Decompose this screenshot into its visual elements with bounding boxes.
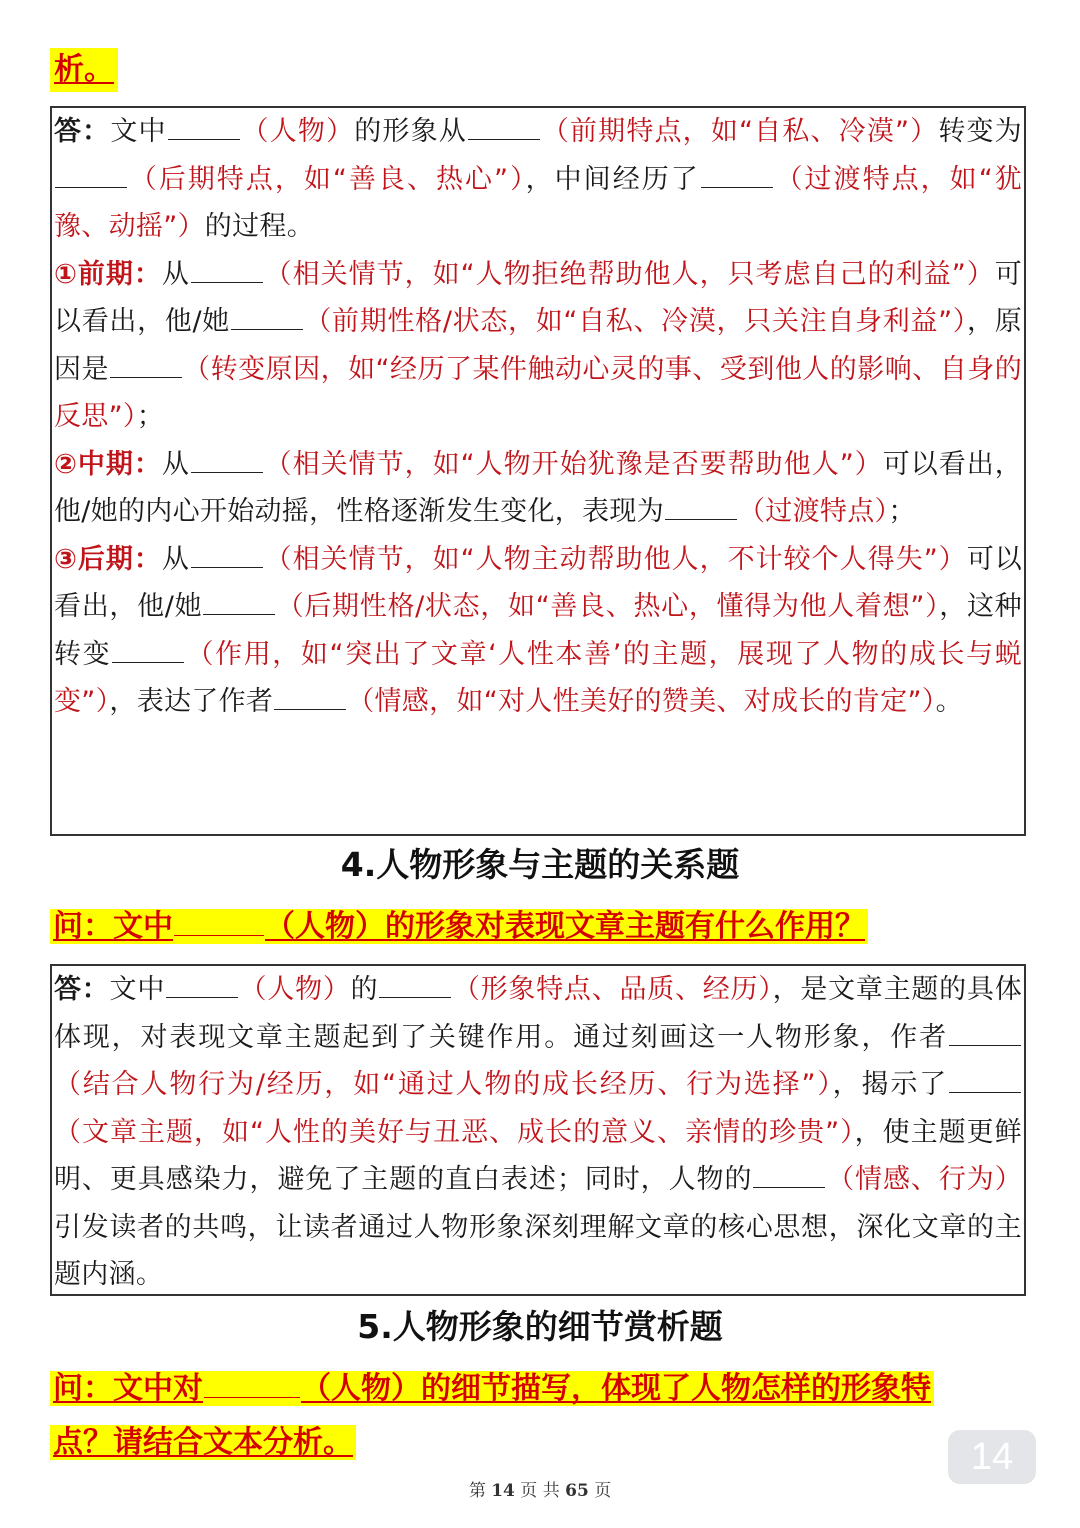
fill-blank bbox=[168, 113, 240, 140]
fill-blank bbox=[274, 683, 346, 710]
fill-blank bbox=[166, 971, 238, 998]
answer-theme: 答：文中 （人物）的 （形象特点、品质、经历），是文章主题的具体体现，对表现文章主题起到了关键作用。通过刻画这一人物形象，作者（结合人物行为/经历，如“通过人物的成长经历、行为选择”），揭示了（文章主题，如“人性的美好与丑恶、成长的意义、亲情的珍贵”），使主题更鲜明、更具感染力，避免了主题的直白表述；同时，人物的 （情感、行为）引发读者的共鸣，让读者通过人物形象深刻理解文章的核心思想，深化文章的主题内涵。 bbox=[54, 966, 1022, 1299]
fill-blank bbox=[55, 161, 127, 188]
answer-label: 答： bbox=[54, 116, 111, 147]
page-number-badge: 14 bbox=[948, 1430, 1036, 1484]
fill-blank bbox=[753, 1161, 825, 1188]
answer-early-stage: ①前期：从 （相关情节，如“人物拒绝帮助他人，只考虑自己的利益”）可以看出，他/她 （前期性格/状态，如“自私、冷漠，只关注自身利益”），原因是 （转变原因，如“经历了某件触动心灵的事、受到他人的影响、自身的反思”）； bbox=[54, 251, 1022, 441]
fill-blank bbox=[701, 161, 773, 188]
section-heading-4: 4.人物形象与主题的关系题 bbox=[340, 845, 740, 884]
fill-blank bbox=[203, 588, 275, 615]
stage-label-middle: ②中期： bbox=[54, 448, 162, 480]
fill-blank bbox=[110, 351, 182, 378]
answer-late-stage: ③后期：从 （相关情节，如“人物主动帮助他人，不计较个人得失”）可以看出，他/她 （后期性格/状态，如“善良、热心，懂得为他人着想”），这种转变 （作用，如“突出了文章‘人性本善’的主题，展现了人物的成长与蜕变”），表达了作者 （情感，如“对人性美好的赞美、对成长的肯定”）。 bbox=[54, 536, 1022, 726]
fill-blank bbox=[112, 636, 184, 663]
fill-blank bbox=[191, 541, 263, 568]
fill-blank bbox=[174, 909, 264, 936]
fill-blank bbox=[949, 1019, 1021, 1046]
question-4: 问：文中 （人物）的形象对表现文章主题有什么作用？ bbox=[50, 900, 868, 954]
fill-blank bbox=[231, 303, 303, 330]
question-fragment: 析。 bbox=[50, 48, 118, 92]
fill-blank bbox=[191, 256, 263, 283]
answer-label: 答： bbox=[54, 974, 110, 1005]
answer-intro: 答：文中 （人物）的形象从 （前期特点，如“自私、冷漠”）转变为（后期特点，如“善良、热心”），中间经历了 （过渡特点，如“犹豫、动摇”）的过程。 bbox=[54, 108, 1022, 251]
fill-blank bbox=[379, 971, 451, 998]
fill-blank bbox=[191, 446, 263, 473]
question-5: 问：文中对 （人物）的细节描写，体现了人物怎样的形象特 点？请结合文本分析。 bbox=[50, 1362, 1030, 1470]
answer-middle-stage: ②中期：从 （相关情节，如“人物开始犹豫是否要帮助他人”）可以看出，他/她的内心开始动摇，性格逐渐发生变化，表现为 （过渡特点）； bbox=[54, 441, 1022, 536]
fill-blank bbox=[949, 1066, 1021, 1093]
section-heading-5: 5.人物形象的细节赏析题 bbox=[357, 1307, 723, 1346]
stage-label-early: ①前期： bbox=[54, 258, 162, 290]
page-footer: 第 14 页 共 65 页 bbox=[468, 1481, 612, 1501]
answer-box-1 bbox=[50, 106, 1026, 836]
answer-box-2 bbox=[50, 964, 1026, 1296]
stage-label-late: ③后期： bbox=[54, 543, 162, 575]
fill-blank bbox=[665, 493, 737, 520]
fill-blank bbox=[468, 113, 540, 140]
fill-blank bbox=[204, 1371, 300, 1398]
